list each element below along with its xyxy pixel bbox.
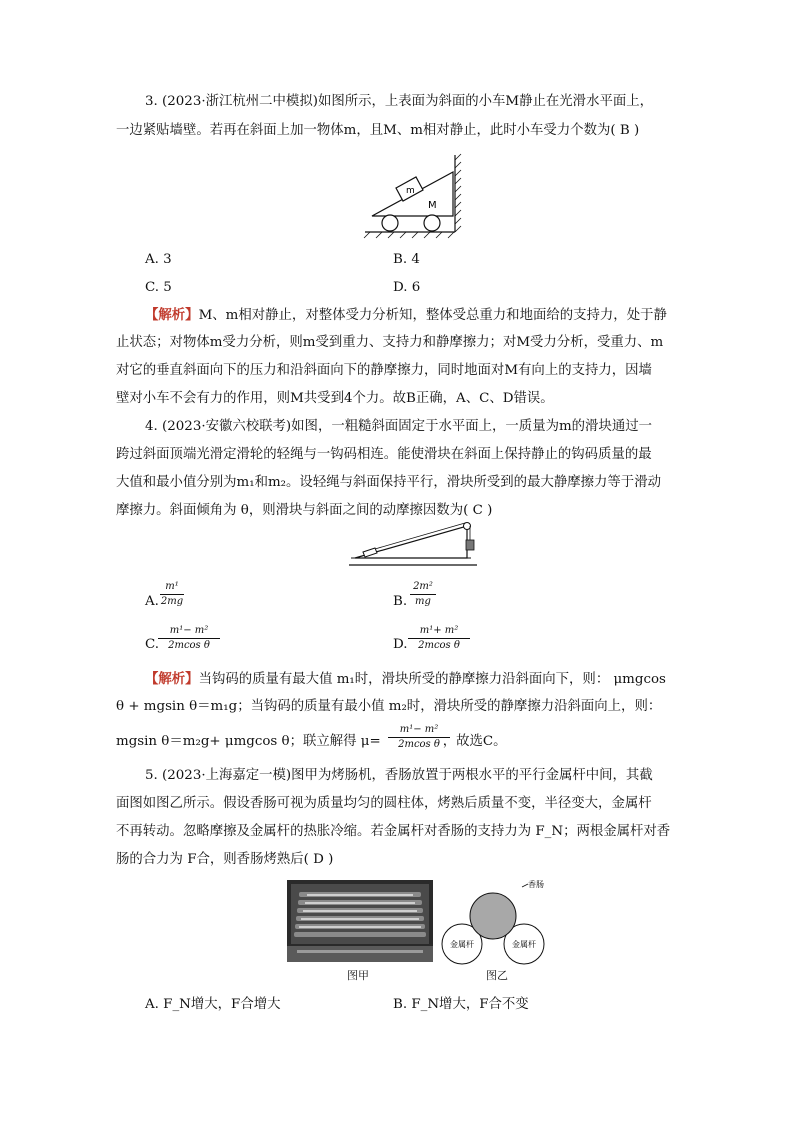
q3-figure-label-M: M [428, 200, 437, 211]
q3-solution-line3: 对它的垂直斜面向下的压力和沿斜面向下的静摩擦力，同时地面对M有向上的支持力，因墙 [116, 363, 652, 378]
q4-option-c-label: C. [145, 637, 160, 652]
q4-option-a-fraction: m¹ 2mg [160, 581, 184, 607]
q3-stem-line2: 一边紧贴墙壁。若再在斜面上加一物体m，且M、m相对静止，此时小车受力个数为( B ) [116, 123, 640, 138]
q3-option-a: A. 3 [145, 252, 172, 267]
q4-solution-tag: 【解析】 [145, 671, 199, 687]
q5-label-sausage: 香肠 [528, 880, 544, 889]
q5-label-rod-left: 金属杆 [450, 940, 474, 949]
q5-stem-line3: 不再转动。忽略摩擦及金属杆的热胀冷缩。若金属杆对香肠的支持力为 F_N；两根金属杆对香 [116, 824, 671, 839]
q3-solution-tag: 【解析】 [145, 307, 199, 323]
q5-figure-grill-photo [287, 880, 433, 962]
q3-option-d: D. 6 [393, 280, 421, 295]
q3-option-c: C. 5 [145, 280, 172, 295]
q4-stem-line3: 大值和最小值分别为m₁和m₂。设轻绳与斜面保持平行，滑块所受到的最大静摩擦力等于滑动 [116, 475, 661, 490]
q5-stem-line2: 面图如图乙所示。假设香肠可视为质量均匀的圆柱体，烤熟后质量不变，半径变大，金属杆 [116, 796, 652, 811]
q3-figure-cart-on-slope [360, 150, 470, 240]
q5-option-a: A. F_N增大，F合增大 [145, 997, 281, 1012]
q4-solution-line1: 【解析】当钩码的质量有最大值 m₁时，滑块所受的静摩擦力沿斜面向下，则： μmgcos [145, 671, 666, 687]
q5-stem-line4: 肠的合力为 F合，则香肠烤熟后( D ) [116, 852, 334, 867]
q4-option-d-label: D. [393, 637, 408, 652]
q3-solution-line2: 止状态；对物体m受力分析，则m受到重力、支持力和静摩擦力；对M受力分析，受重力、m [116, 335, 664, 350]
q4-option-a-label: A. [145, 594, 159, 609]
q4-option-b-fraction: 2m² mg [410, 581, 436, 608]
q5-figure-cross-section [440, 876, 560, 968]
q4-solution-line3: mgsin θ＝m₂g+ μmgcos θ；联立解得 μ= ，故选C。 [116, 734, 507, 749]
q4-figure-incline-pulley [345, 518, 480, 570]
q4-option-d-fraction: m¹+ m² 2mcos θ [408, 625, 470, 652]
q4-option-b-label: B. [393, 594, 408, 609]
q5-label-rod-right: 金属杆 [512, 940, 536, 949]
q5-option-b: B. F_N增大，F合不变 [393, 997, 529, 1012]
q5-caption-b: 图乙 [486, 969, 508, 982]
q4-option-c-fraction: m¹− m² 2mcos θ [158, 625, 220, 652]
q5-caption-a: 图甲 [347, 969, 369, 982]
q3-figure-label-m: m [406, 186, 415, 196]
q3-solution-line1: 【解析】M、m相对静止，对整体受力分析知，整体受总重力和地面给的支持力，处于静 [145, 307, 667, 323]
q4-stem-line1: 4. (2023·安徽六校联考)如图，一粗糙斜面固定于水平面上，一质量为m的滑块通过一 [145, 419, 653, 434]
q3-option-b: B. 4 [393, 252, 420, 267]
q4-stem-line2: 跨过斜面顶端光滑定滑轮的轻绳与一钩码相连。能使滑块在斜面上保持静止的钩码质量的最 [116, 447, 652, 462]
q3-solution-line4: 壁对小车不会有力的作用，则M共受到4个力。故B正确，A、C、D错误。 [116, 391, 554, 406]
q5-stem-line1: 5. (2023·上海嘉定一模)图甲为烤肠机，香肠放置于两根水平的平行金属杆中间，其截 [145, 768, 653, 783]
q4-stem-line4: 摩擦力。斜面倾角为 θ，则滑块与斜面之间的动摩擦因数为( C ) [116, 503, 493, 518]
q4-solution-line2: θ + mgsin θ＝m₁g；当钩码的质量有最小值 m₂时，滑块所受的静摩擦力沿斜面向上，则： [116, 699, 662, 714]
q4-solution-fraction: m¹− m² 2mcos θ [388, 724, 450, 751]
q3-stem-line1: 3. (2023·浙江杭州二中模拟)如图所示，上表面为斜面的小车M静止在光滑水平面上， [145, 94, 654, 109]
